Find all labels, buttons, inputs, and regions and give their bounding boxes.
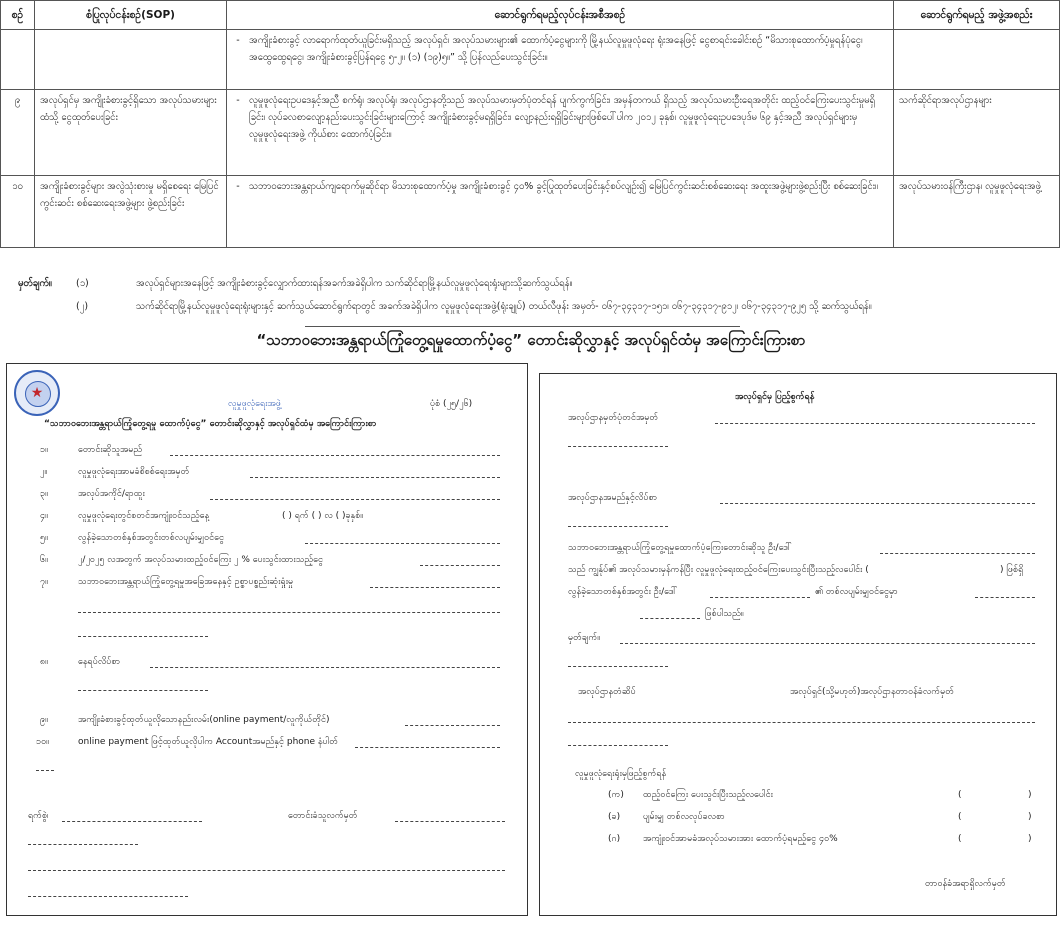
row-sop: အကျိုးခံစားခွင့်များ အလွဲသုံးစားမှု မရှိစေရေး မြေပြင်ကွင်းဆင်း စစ်ဆေးရေးအဖွဲ့များ ဖွဲ့စည်းခြင်း <box>35 176 227 248</box>
paren-close: ) <box>1028 834 1032 844</box>
row-plan: အကျိုးခံစားခွင့် လာရောက်ထုတ်ယူခြင်းမရှိသည့် အလုပ်ရှင်၊ အလုပ်သမားများ၏ ထောက်ပံ့ငွေများကို မြို့နယ်လူမှုဖူလုံရေး ရုံးအနေဖြင့် ငွေစာရင်းခေါင်းစဉ် “မိသားစုထောက်ပံ့မှုရန်ပုံငွေ၊ အထွေထွေရငွေ၊ အကျိုးခံစားခွင့်ပြန်ရငွေ ၅-၂။ (၁) (၁၉)၅။” သို့ ပြန်လည်ပေးသွင်းခြင်း။ <box>244 30 894 90</box>
col-header-org: ဆောင်ရွက်ရမည့် အဖွဲ့အစည်း <box>894 1 1060 30</box>
income-text-end: ဖြစ်ပါသည်။ <box>705 609 744 619</box>
note-item <box>18 298 1058 315</box>
ssb-section-title: လူမှုဖူလုံရေးရုံးမှဖြည့်စွက်ရန် <box>575 769 667 779</box>
employer-sign-line[interactable] <box>568 722 1035 723</box>
claimant-line[interactable] <box>880 553 1035 554</box>
field-num: ၅။ <box>40 533 48 543</box>
form-org-name: လူမှုဖူလုံရေးအဖွဲ့ <box>228 399 281 409</box>
remark-line[interactable] <box>620 643 1035 644</box>
company-seal-label: အလုပ်ဌာနတံဆိပ် <box>578 687 636 697</box>
extra-line[interactable] <box>28 844 138 845</box>
row-org: သက်ဆိုင်ရာအလုပ်ဌာနများ <box>894 90 1060 176</box>
field-label-position: အလုပ်အကိုင်/ရာထူး <box>78 489 145 499</box>
logo-star-icon: ★ <box>30 385 44 401</box>
ssb-item-num: (ခ) <box>608 812 621 822</box>
paren-open: ( <box>958 812 962 822</box>
ssb-logo <box>14 370 60 416</box>
table-header-row <box>1 1 1060 30</box>
field-disaster-line-3[interactable] <box>78 636 208 637</box>
table-row <box>1 176 1060 248</box>
notes-label: မှတ်ချက်။ <box>18 278 52 289</box>
date-line[interactable] <box>62 821 202 822</box>
field-account-line[interactable] <box>355 747 500 748</box>
extra-line[interactable] <box>28 896 188 897</box>
row-num <box>1 30 35 90</box>
field-label-start-date: လူမှုဖူလုံရေးတွင်စတင်အကျုံးဝင်သည့်နေ့ <box>78 511 210 521</box>
row-plan: လူမှုဖူလုံရေးဥပဒေနှင့်အညီ စက်ရုံ၊ အလုပ်ရုံ၊ အလုပ်ဌာနတို့သည် အလုပ်သမားမှတ်ပုံတင်ရန် ပျက်ကွက်ခြင်း၊ အမှန်တကယ် ရှိသည့် အလုပ်သမားဦးရေအတိုင်း ထည့်ဝင်ကြေးပေးသွင်းမှုမရှိခြင်း၊ လုပ်ခလစာလျော့နည်းပေးသွင်းခြင်းများကြောင့် အကျိုးခံစားခွင့်မရရှိခြင်း၊ လျော့နည်းရရှိခြင်းများဖြစ်ပေါ်ပါက ၂၀၁၂ ခုနှစ်၊ လူမှုဖူလုံရေးဥပဒေပုဒ်မ ၆၉ နှင့်အညီ အလုပ်ရှင်များမှ လူမှုဖူလုံရေးအဖွဲ့ ကိုယ်စား ထောက်ပံ့ခြင်း။ <box>244 90 894 176</box>
field-address-line-2[interactable] <box>78 690 208 691</box>
income-name-line[interactable] <box>710 597 810 598</box>
reg-no-line-2[interactable] <box>568 446 668 447</box>
company-line[interactable] <box>720 503 1035 504</box>
row-plan: သဘာဝဘေးအန္တရာယ်ကျရောက်မှုဆိုင်ရာ မိသားစုထောက်ပံ့မှု အကျိုးခံစားခွင့် ၄၀% ခွင့်ပြုထုတ်ပေးခြင်းနှင့်စပ်လျဉ်း၍ မြေပြင်ကွင်းဆင်းစစ်ဆေးရေး အထူးအဖွဲ့များဖွဲ့စည်းပြီး စစ်ဆေးခြင်း။ <box>244 176 894 248</box>
months-text-end: ) ဖြစ်ရှိ <box>1000 565 1024 575</box>
ssb-item-num: (က) <box>608 790 624 800</box>
note-item <box>18 275 1058 292</box>
field-num: ၈။ <box>40 657 48 667</box>
ssb-item-num: (ဂ) <box>608 834 621 844</box>
field-label-contribution: ၂/၂၀၂၅ လအတွက် အလုပ်သမားထည့်ဝင်ကြေး ၂ % ပေးသွင်းထားသည့်ငွေ <box>78 555 323 565</box>
row-sop: အလုပ်ရှင်မှ အကျိုးခံစားခွင့်ရှိသော အလုပ်သမားများထံသို့ ငွေထုတ်ပေးခြင်း <box>35 90 227 176</box>
divider <box>305 326 740 327</box>
col-header-sop: စံပြုလုပ်ငန်းစဉ်(SOP) <box>35 1 227 30</box>
sign-line[interactable] <box>395 821 505 822</box>
field-name-line[interactable] <box>170 455 500 456</box>
table-row <box>1 90 1060 176</box>
col-header-no: စဉ် <box>1 1 35 30</box>
field-avg-income-line[interactable] <box>305 543 500 544</box>
field-label-method: အကျိုးခံစားခွင့်ထုတ်ယူလိုသောနည်းလမ်း(online payment/လူကိုယ်တိုင်) <box>78 715 330 725</box>
field-num: ၆။ <box>40 555 48 565</box>
employer-form-title: အလုပ်ရှင်မှ ပြည့်စွက်ရန် <box>735 392 815 402</box>
paren-close: ) <box>1028 790 1032 800</box>
row-num: ၉ <box>1 90 35 176</box>
remark-label: မှတ်ချက်။ <box>568 633 600 643</box>
sop-table <box>0 0 1060 248</box>
income-amount-line-2[interactable] <box>640 618 700 619</box>
paren-open: ( <box>958 790 962 800</box>
income-amount-line[interactable] <box>975 597 1035 598</box>
officer-sign-label: တာဝန်ခံအရာရှိလက်မှတ် <box>925 879 1006 889</box>
note-number: (၁) <box>76 278 89 289</box>
employer-sign-label: အလုပ်ရှင်(သို့မဟုတ်)အလုပ်ဌာနတာဝန်ခံလက်မှတ် <box>790 687 954 697</box>
field-label-avg-income: လွန်ခဲ့သောတစ်နှစ်အတွင်းတစ်လပျမ်းမျှဝင်ငွေ <box>78 533 225 543</box>
field-num: ၁။ <box>40 445 48 455</box>
form-number: ပုံစံ (၂၅/၂၆) <box>430 399 473 409</box>
field-position-line[interactable] <box>210 499 500 500</box>
extra-line[interactable] <box>28 870 505 871</box>
form-title: “သဘာဝဘေးအန္တရာယ်ကြုံတွေ့ရမှု ထောက်ပံ့ငွေ” တောင်းဆိုလွှာနှင့် အလုပ်ရှင်ထံမှ အကြောင်းကြားစာ <box>44 419 377 429</box>
notes-section <box>18 275 1058 321</box>
row-dash: - <box>227 176 245 248</box>
field-address-line[interactable] <box>150 667 500 668</box>
field-start-date-input[interactable]: ( ) ရက် ( ) လ ( )ခုနှစ်။ <box>282 511 364 521</box>
field-num: ၂။ <box>40 467 48 477</box>
field-label-name: တောင်းဆိုသူအမည် <box>78 445 143 455</box>
row-num: ၁၀ <box>1 176 35 248</box>
row-org <box>894 30 1060 90</box>
field-num: ၁၀။ <box>36 737 49 747</box>
field-method-line[interactable] <box>405 725 500 726</box>
field-label-disaster: သဘာဝဘေးအန္တရာယ်ကြုံတွေ့ရမှုအခြေအနေနှင့် ဥစ္စာပစ္စည်းဆုံးရှုံးမှု <box>78 577 294 587</box>
months-text: သည် ကျွန်ုပ်၏ အလုပ်သမားမှန်ကန်ပြီး လူမှုဖူလုံရေးထည့်ဝင်ကြေးပေးသွင်းပြီးသည့်လပေါင်း ( <box>568 565 869 575</box>
company-line-2[interactable] <box>568 526 668 527</box>
remark-line-2[interactable] <box>568 666 668 667</box>
employer-sign-line-2[interactable] <box>568 745 668 746</box>
note-text: အလုပ်ရှင်များအနေဖြင့် အကျိုးခံစားခွင့်လျှောက်ထားရန်အခက်အခဲရှိပါက သက်ဆိုင်ရာမြို့နယ်လူမှုဖူလုံရေးရုံးများသို့ဆက်သွယ်ရန်။ <box>136 278 573 289</box>
claimant-text: သဘာဝဘေးအန္တရာယ်ကြုံတွေ့ရမှုထောက်ပံ့ကြေးတောင်းဆိုသူ ဦး/ဒေါ် <box>568 543 792 553</box>
note-text: သက်ဆိုင်ရာမြို့နယ်လူမှုဖူလုံရေးရုံးများနှင့် ဆက်သွယ်ဆောင်ရွက်ရာတွင် အခက်အခဲရှိပါက လူမှုဖူလုံရေးအဖွဲ့(ရုံးချုပ်) တယ်လီဖုန်း အမှတ်- ၀၆၇-၃၄၃၁၇-၁၅၁၊ ၀၆၇-၃၄၃၁၇-၉၁၂၊ ၀၆၇-၃၄၃၁၇-၉၂၅ သို့ ဆက်သွယ်ရန်။ <box>136 301 872 312</box>
sign-label: တောင်းခံသူလက်မှတ် <box>288 811 358 821</box>
paren-close: ) <box>1028 812 1032 822</box>
row-dash: - <box>227 30 245 90</box>
field-label-account: online payment ဖြင့်ထုတ်ယူလိုပါက Accountအမည်နှင့် phone နံပါတ် <box>78 737 338 747</box>
row-sop <box>35 30 227 90</box>
income-text: လွန်ခဲ့သောတစ်နှစ်အတွင်း ဦး/ဒေါ် <box>568 587 678 597</box>
ssb-item-amount: အကျုံးဝင်အာမခံအလုပ်သမားအား ထောက်ပံ့ရမည့်ငွေ ၄၀% <box>643 834 838 844</box>
table-row <box>1 30 1060 90</box>
note-number: (၂) <box>76 301 89 312</box>
field-ssn-line[interactable] <box>250 477 500 478</box>
col-header-plan: ဆောင်ရွက်ရမည့်လုပ်ငန်းအစီအစဉ် <box>227 1 894 30</box>
reg-no-line[interactable] <box>715 423 1035 424</box>
field-num: ၉။ <box>40 715 48 725</box>
ssb-item-months: ထည့်ဝင်ကြေး ပေးသွင်းပြီးသည့်လပေါင်း <box>643 790 773 800</box>
page-title: “သဘာဝဘေးအန္တရာယ်ကြုံတွေ့ရမှုထောက်ပံ့ငွေ” တောင်းဆိုလွှာနှင့် အလုပ်ရှင်ထံမှ အကြောင်းကြားစာ <box>256 331 806 349</box>
field-label-reg-no: အလုပ်ဌာနမှတ်ပုံတင်အမှတ် <box>568 413 659 423</box>
ssb-item-wage: ပျမ်းမျှ တစ်လလုပ်ခလစာ <box>643 812 725 822</box>
date-label: ရက်စွဲ၊ <box>28 811 49 821</box>
income-text-2: ၏ တစ်လပျမ်းမျှဝင်ငွေမှာ <box>815 587 898 597</box>
row-dash: - <box>227 90 245 176</box>
field-disaster-line[interactable] <box>370 587 500 588</box>
field-label-ssn: လူမှုဖူလုံရေးအာမခံစိစစ်ရေးအမှတ် <box>78 467 190 477</box>
row-org: အလုပ်သမားဝန်ကြီးဌာန၊ လူမှုဖူလုံရေးအဖွဲ့ <box>894 176 1060 248</box>
field-account-line-2[interactable] <box>36 770 54 771</box>
field-num: ၇။ <box>40 577 48 587</box>
field-label-address: နေရပ်လိပ်စာ <box>78 657 121 667</box>
field-contribution-line[interactable] <box>420 565 500 566</box>
field-num: ၃။ <box>40 489 48 499</box>
paren-open: ( <box>958 834 962 844</box>
field-label-company: အလုပ်ဌာနအမည်နှင့်လိပ်စာ <box>568 493 658 503</box>
field-disaster-line-2[interactable] <box>78 612 500 613</box>
field-num: ၄။ <box>40 511 48 521</box>
